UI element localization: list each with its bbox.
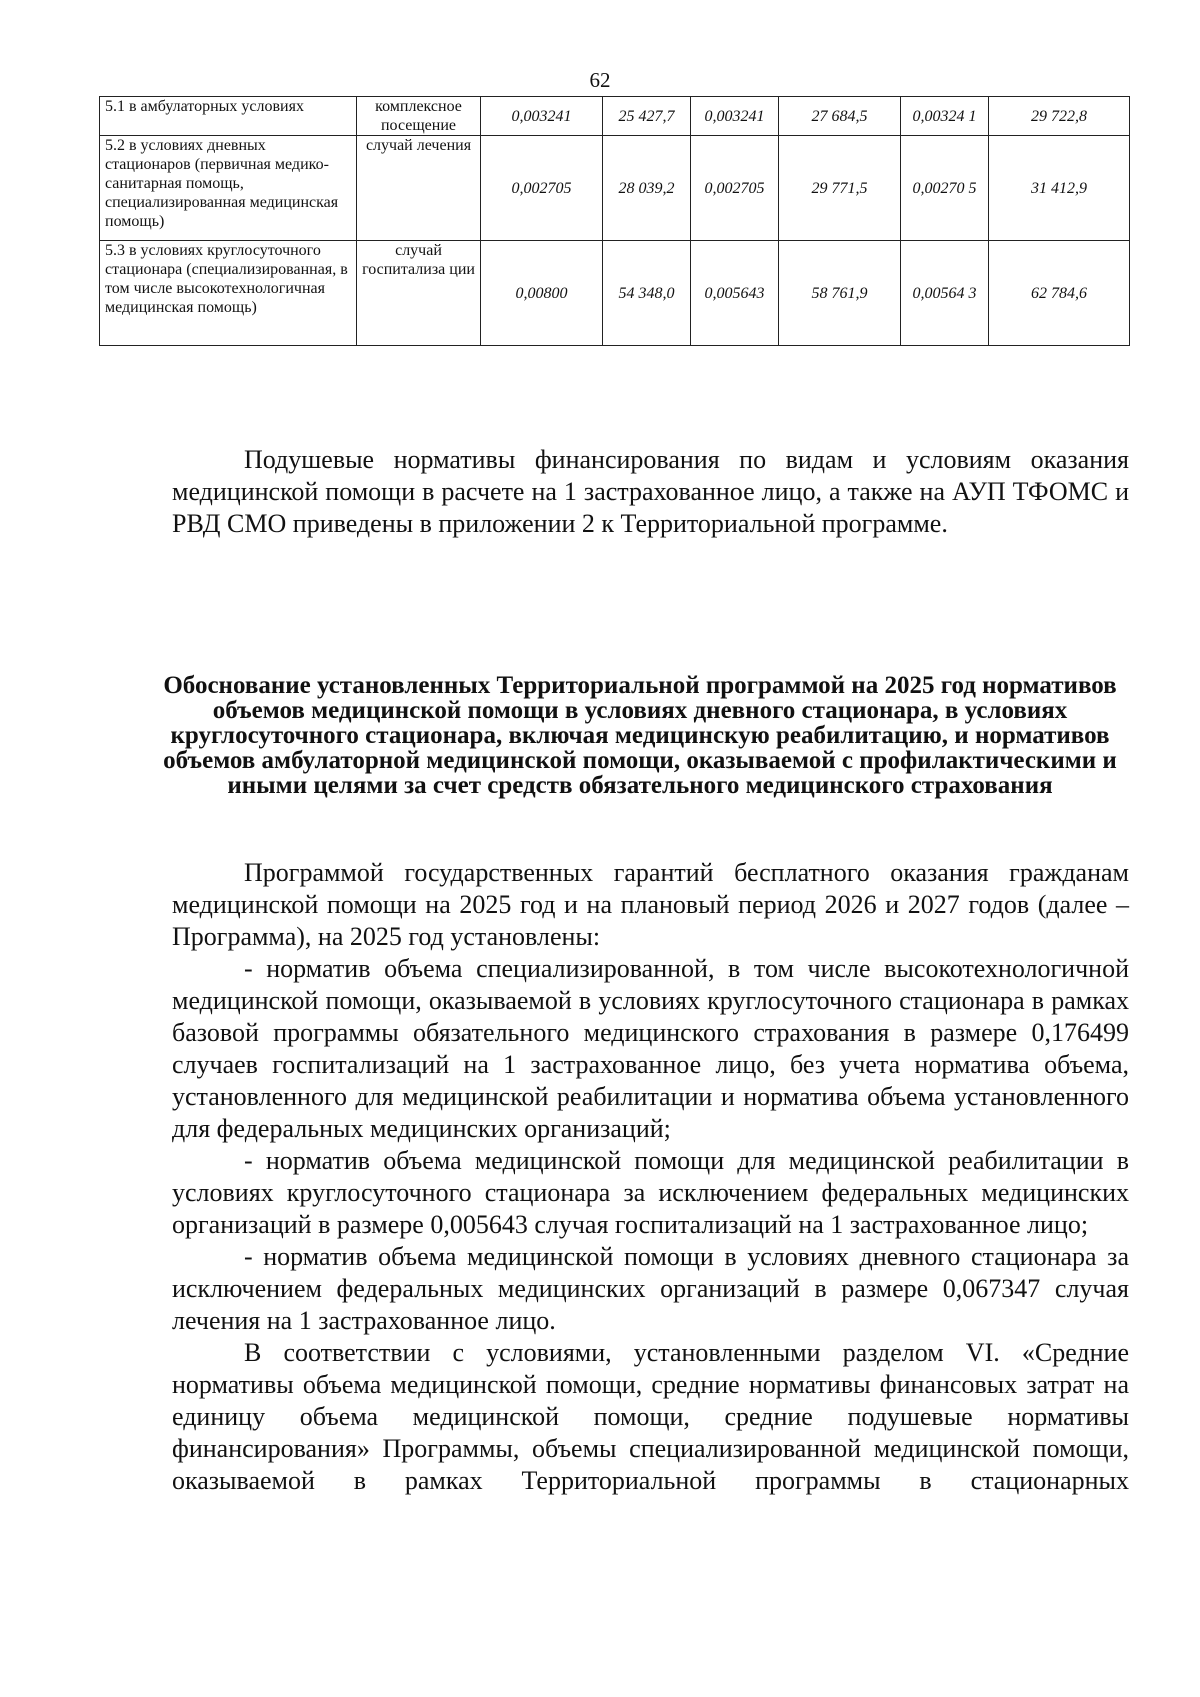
row-label: 5.2 в условиях дневных стационаров (первичная медико-санитарная помощь, специализированная медицинская помощь) xyxy=(100,136,357,241)
table-row xyxy=(100,136,1130,241)
cell-value: 0,00324 1 xyxy=(901,97,989,136)
cell-value: 31 412,9 xyxy=(989,136,1130,241)
row-label: 5.1 в амбулаторных условиях xyxy=(100,97,357,136)
body-text xyxy=(172,857,1129,1497)
cell-value: 0,00270 5 xyxy=(901,136,989,241)
cell-value: 28 039,2 xyxy=(603,136,691,241)
cell-value: 0,003241 xyxy=(691,97,779,136)
bullet-item: - норматив объема медицинской помощи для медицинской реабилитации в условиях круглосуточного стационара за исключением федеральных медицинских организаций в размере 0,005643 случая госпитализаций на 1 застрахованное лицо; xyxy=(172,1146,1129,1239)
cell-value: 0,00564 3 xyxy=(901,241,989,346)
row-unit: комплексное посещение xyxy=(357,97,481,136)
cell-value: 54 348,0 xyxy=(603,241,691,346)
row-label: 5.3 в условиях круглосуточного стационара (специализированная, в том числе высокотехнологичная медицинская помощь) xyxy=(100,241,357,346)
page-number: 62 xyxy=(589,68,611,92)
table-row xyxy=(100,241,1130,346)
row-unit: случай лечения xyxy=(357,136,481,241)
bullet-item: - норматив объема специализированной, в том числе высокотехнологичной медицинской помощи, оказываемой в условиях круглосуточного стационара в рамках базовой программы обязательного медицинского страхования в размере 0,176499 случаев госпитализаций на 1 застрахованное лицо, без учета норматива объема, установленного для медицинской реабилитации и норматива объема установленного для федеральных медицинских организаций; xyxy=(172,954,1129,1143)
body-paragraph: Программой государственных гарантий бесплатного оказания гражданам медицинской помощи на 2025 год и на плановый период 2026 и 2027 годов (далее – Программа), на 2025 год установлены: xyxy=(172,858,1129,951)
cell-value: 0,003241 xyxy=(481,97,603,136)
table-row xyxy=(100,97,1130,136)
cell-value: 29 722,8 xyxy=(989,97,1130,136)
norms-table xyxy=(99,96,1130,346)
bullet-item: - норматив объема медицинской помощи в условиях дневного стационара за исключением федеральных медицинских организаций в размере 0,067347 случая лечения на 1 застрахованное лицо. xyxy=(172,1242,1129,1335)
cell-value: 29 771,5 xyxy=(779,136,901,241)
cell-value: 0,00800 xyxy=(481,241,603,346)
intro-paragraph: Подушевые нормативы финансирования по видам и условиям оказания медицинской помощи в расчете на 1 застрахованное лицо, а также на АУП ТФОМС и РВД СМО приведены в приложении 2 к Территориальной программе. xyxy=(172,445,1129,538)
cell-value: 58 761,9 xyxy=(779,241,901,346)
cell-value: 25 427,7 xyxy=(603,97,691,136)
body-paragraph: В соответствии с условиями, установленными разделом VI. «Средние нормативы объема медицинской помощи, средние нормативы финансовых затрат на единицу объема медицинской помощи, средние подушевые нормативы финансирования» Программы, объемы специализированной медицинской помощи, оказываемой в рамках Территориальной программы в стационарных xyxy=(172,1338,1129,1495)
cell-value: 62 784,6 xyxy=(989,241,1130,346)
section-title: Обоснование установленных Территориальной программой на 2025 год нормативов объемов медицинской помощи в условиях дневного стационара, в условиях круглосуточного стационара, включая медицинскую реабилитацию, и нормативов объемов амбулаторной медицинской помощи, оказываемой с профилактическими и иными целями за счет средств обязательного медицинского страхования xyxy=(163,672,1117,799)
cell-value: 0,002705 xyxy=(481,136,603,241)
cell-value: 0,002705 xyxy=(691,136,779,241)
row-unit: случай госпитализа ции xyxy=(357,241,481,346)
cell-value: 0,005643 xyxy=(691,241,779,346)
cell-value: 27 684,5 xyxy=(779,97,901,136)
